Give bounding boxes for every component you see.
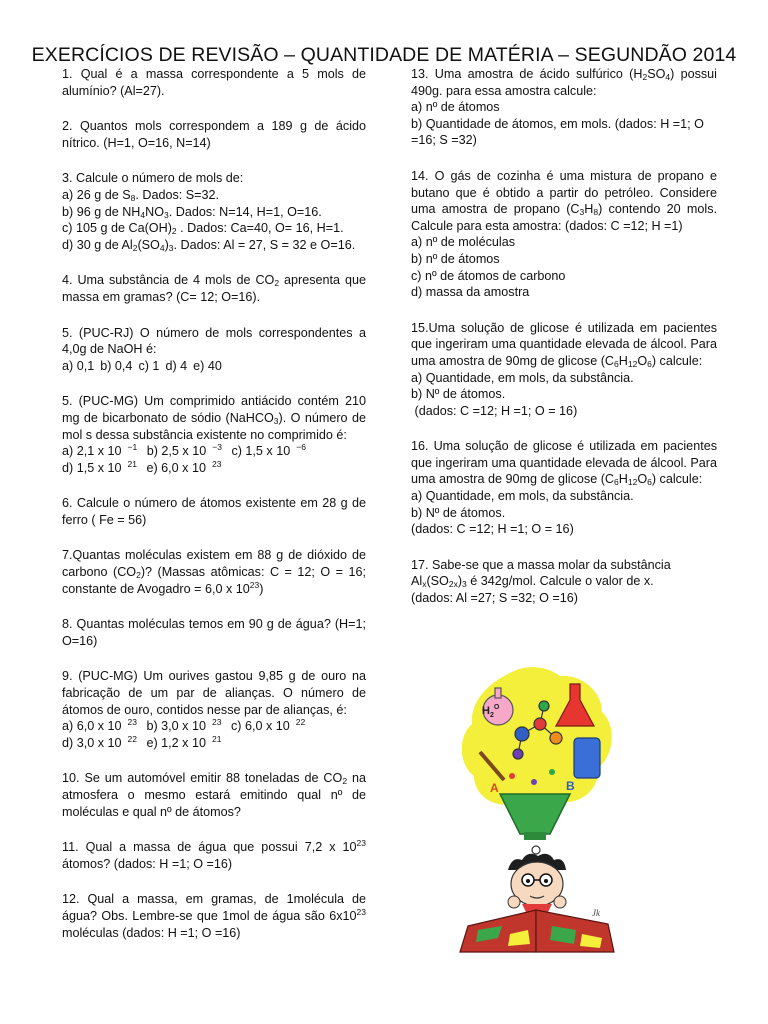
question-11: 11. Qual a massa de água que possui 7,2 x $10^{23}$ átomos? (dados: H =1; O =16) bbox=[62, 838, 366, 871]
right-column bbox=[411, 66, 717, 626]
drop bbox=[549, 769, 555, 775]
cartoon-scientist bbox=[508, 854, 566, 916]
drop bbox=[531, 779, 537, 785]
question-5b: 5. (PUC-MG) Um comprimido antiácido contém 210 mg de bicarbonato de sódio (NaHCO$_3$). O número de mol s dessa substância existente no comprimido é: a) 2,1 x 10 $^{-1}$ b) 2,5 x 10 $^{-3}$ c) 1,5 x 10 $^{-6}$ d) 1,5 x 10 $^{21}$ e) 6,0 x 10 $^{23}$ bbox=[62, 394, 366, 475]
question-9-options-2: d) 3,0 x 10 $^{22}$ e) 1,2 x 10 $^{21}$ bbox=[62, 733, 222, 750]
question-3: 3. Calcule o número de mols de: a) 26 g de $S_8$. Dados: S=32. b) 96 g de $NH_4NO_3$. Dados: N=14, H=1, O=16. c) 105 g de $Ca(OH)_2$ . Dados: Ca=40, O= 16, H=1. d) 30 g de $Al_2(SO_4)_3$. Dados: Al = 27, S = 32 e O=16. bbox=[62, 170, 366, 253]
question-7: 7.Quantas moléculas existem em 88 g de dióxido de carbono $(CO_2)$? (Massas atômicas: C = 12; O = 16; constante de Avogadro = 6,0 x $10^{23}$) bbox=[62, 548, 366, 596]
question-3-a: a) 26 g de $S_8$. Dados: S=32. bbox=[62, 187, 220, 203]
question-3-b: b) 96 g de $NH_4NO_3$. Dados: N=14, H=1, O=16. bbox=[62, 204, 322, 220]
left-column bbox=[62, 66, 366, 960]
question-5b-options-1: a) 2,1 x 10 $^{-1}$ b) 2,5 x 10 $^{-3}$ c) 1,5 x 10 $^{-6}$ bbox=[62, 442, 306, 459]
letter-a: A bbox=[490, 781, 499, 795]
question-6: 6. Calcule o número de átomos existente em 28 g de ferro ( Fe = 56) bbox=[62, 496, 366, 527]
question-14: 14. O gás de cozinha é uma mistura de propano e butano que é obtido a partir do petróleo. Considere uma amostra de propano $(C_3H_8)$ contendo 20 mols. Calcule para esta amostra: (dados: C =12; H =1) a) nº de moléculas b) nº de átomos c) nº de átomos de carbono d) massa da amostra bbox=[411, 168, 717, 300]
question-17: 17. Sabe-se que a massa molar da substância $Al_x(SO_{2x})_3$ é 342g/mol. Calcule o valor de x. (dados: Al =27; S =32; O =16) bbox=[411, 557, 671, 606]
drop bbox=[509, 773, 515, 779]
question-8: 8. Quantas moléculas temos em 90 g de água? (H=1; O=16) bbox=[62, 617, 366, 648]
green-funnel bbox=[500, 794, 570, 834]
question-9: 9. (PUC-MG) Um ourives gastou 9,85 g de ouro na fabricação de um par de alianças. O número de átomos de ouro, contidos nesse par de alianças, é: a) 6,0 x 10 $^{23}$ b) 3,0 x 10 $^{23}$ c) 6,0 x 10 $^{22}$ d) 3,0 x 10 $^{22}$ e) 1,2 x 10 $^{21}$ bbox=[62, 669, 366, 750]
question-1: 1. Qual é a massa correspondente a 5 mols de alumínio? (Al=27). bbox=[62, 67, 366, 98]
chemistry-illustration bbox=[452, 664, 622, 956]
question-10: 10. Se um automóvel emitir 88 toneladas de $CO_2$ na atmosfera o mesmo estará emitindo qual nº de moléculas e qual nº de átomos? bbox=[62, 771, 366, 819]
letter-b: B bbox=[566, 779, 575, 793]
question-5: 5. (PUC-RJ) O número de mols correspondentes a 4,0g de NaOH é: a) 0,1 b) 0,4 c) 1 d) 4 e) 40 bbox=[62, 325, 366, 373]
signature: Jk bbox=[592, 908, 600, 918]
question-3-c: c) 105 g de $Ca(OH)_2$ . Dados: Ca=40, O= 16, H=1. bbox=[62, 221, 344, 237]
funnel-neck bbox=[524, 832, 546, 840]
question-5b-options-2: d) 1,5 x 10 $^{21}$ e) 6,0 x 10 $^{23}$ bbox=[62, 458, 222, 475]
beaker-icon bbox=[574, 738, 600, 778]
svg-text:H2O: $H_2^O$ bbox=[482, 704, 500, 719]
question-3-d: d) 30 g de $Al_2(SO_4)_3$. Dados: Al = 27, S = 32 e O=16. bbox=[62, 237, 356, 253]
book-icon bbox=[460, 910, 614, 952]
question-16: 16. Uma solução de glicose é utilizada em pacientes que ingeriram uma quantidade elevada de álcool. Para uma amostra de 90mg de glicose $(C_6H_{12}O_6)$ calcule: a) Quantidade, em mols, da substância. b) Nº de átomos. (dados: C =12; H =1; O = 16) bbox=[411, 439, 717, 537]
question-9-options-1: a) 6,0 x 10 $^{23}$ b) 3,0 x 10 $^{23}$ c) 6,0 x 10 $^{22}$ bbox=[62, 717, 306, 734]
page-title: EXERCÍCIOS DE REVISÃO – QUANTIDADE DE MATÉRIA – SEGUNDÃO 2014 bbox=[31, 44, 737, 66]
question-2: 2. Quantos mols correspondem a 189 g de ácido nítrico. (H=1, O=16, N=14) bbox=[62, 119, 366, 150]
question-5-options: a) 0,1 b) 0,4 c) 1 d) 4 e) 40 bbox=[62, 358, 222, 373]
thought-bubble bbox=[532, 846, 540, 854]
question-13: 13. Uma amostra de ácido sulfúrico $(H_2SO_4)$ possui 490g. para essa amostra calcule: a) nº de átomos b) Quantidade de átomos, em mols. (dados: H =1; O =16; S =32) bbox=[411, 67, 717, 148]
question-4: 4. Uma substância de 4 mols de $CO_2$ apresenta que massa em gramas? (C= 12; O=16). bbox=[62, 273, 366, 304]
question-12: 12. Qual a massa, em gramas, de 1molécula de água? Obs. Lembre-se que 1mol de água são $6x10^{23}$ moléculas (dados: H =1; O =16) bbox=[62, 892, 366, 940]
question-15: 15.Uma solução de glicose é utilizada em pacientes que ingeriram uma quantidade elevada de álcool. Para uma amostra de 90mg de glicose $(C_6H_{12}O_6)$ calcule: a) Quantidade, em mols, da substância. b) Nº de átomos. (dados: C =12; H =1; O = 16) bbox=[411, 320, 717, 418]
